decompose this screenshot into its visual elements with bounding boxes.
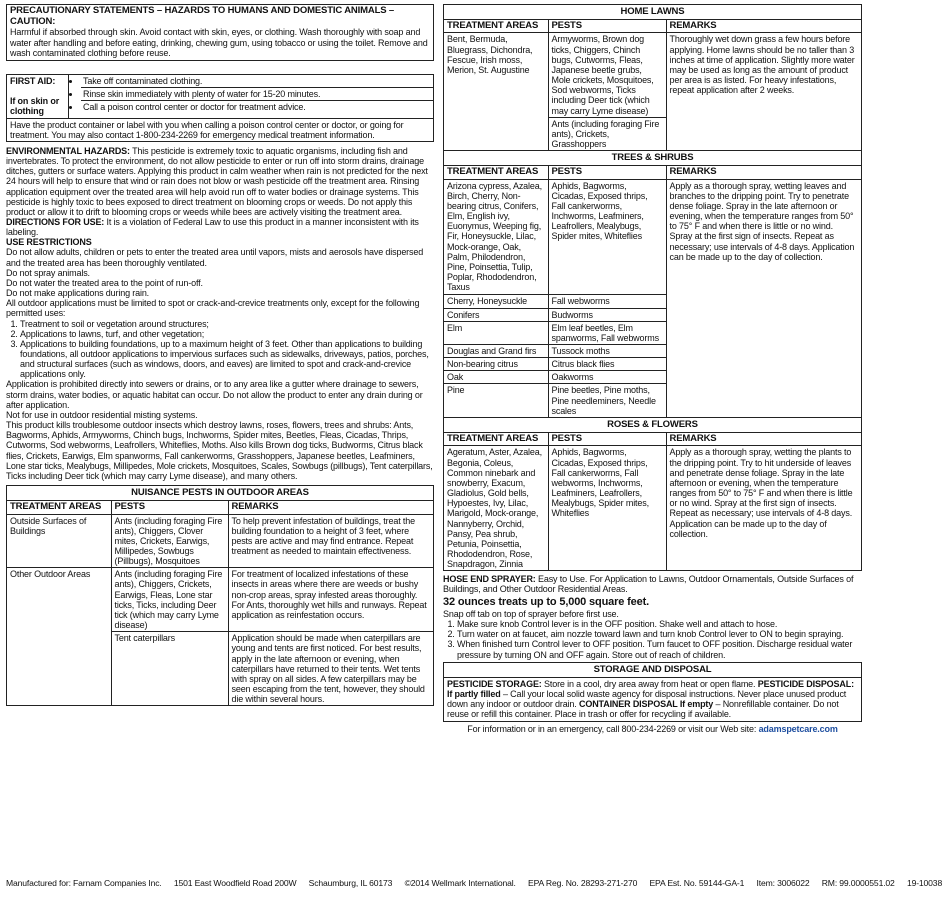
- first-aid-label-cell: [7, 74, 69, 118]
- permitted-use: 1. Treatment to soil or vegetation around structures;: [20, 319, 434, 329]
- restriction-line: Do not spray animals.: [6, 267, 90, 278]
- area-cell: Outside Surfaces of Buildings: [7, 514, 111, 568]
- area-cell: Cherry, Honeysuckle: [444, 295, 548, 308]
- hose-label: HOSE END SPRAYER:: [443, 574, 536, 585]
- remarks-cell: Apply as a thorough spray, wetting the plants to the dripping point. Try to hit underside of leaves and penetrate dense foliage. Spray in the late afternoon or evening, when the temperature ranges from 50° to 75° F and when there is little or no wind. Spray at the first sign of insects. Repeat as necessary; use intervals of 4-8 days. Application can be made up to the day of collection.: [666, 446, 861, 570]
- first-aid-table: [6, 74, 434, 142]
- hose-intro: Snap off tab on top of sprayer before first use.: [443, 609, 619, 620]
- remarks-cell: Apply as a thorough spray, wetting leaves and branches to the dripping point. Try to penetrate dense foliage. Spray in the late afternoon or evening, when the temperature ranges from 50° to 75° F and when there is little or no wind. Spray at the first sign of insects. Repeat as necessary; use intervals of 4-8 days. Application can be made up to the day of collection.: [666, 179, 861, 417]
- directions-paragraph: [6, 217, 434, 237]
- column-header: PESTS: [548, 20, 666, 33]
- table-row: [444, 179, 861, 295]
- restriction-after: This product kills troublesome outdoor insects which destroy lawns, roses, flowers, trees and shrubs: Ants, Bagworms, Aphids, Armyworms, Chinch bugs, Inchworms, Spider mites, Beetles, Fleas, Cicadas, Thrips, Cutworms, Sod webworms, Leafrollers, Whiteflies, Moths. Also kills Brown dog ticks, Budworms, Citrus black flies, Crickets, Earwigs, Elm spanworms, Fall cankerworms, Grasshoppers, Japanese beetles, Leafminers, Lone star ticks, Mealybugs, Millipedes, Mole crickets, Mosquitoes, Scales, Sowbugs (pillbugs), Tent caterpillars, Ticks including Deer tick (which may carry Lyme disease), and many others.: [6, 420, 433, 481]
- left-column: [6, 4, 434, 706]
- column-header: TREATMENT AREAS: [444, 433, 548, 446]
- trees-title: TREES & SHRUBS: [444, 151, 861, 166]
- area-cell: Pine: [444, 384, 548, 417]
- home-lawns-section: [443, 4, 862, 151]
- pests-cell: Tent caterpillars: [111, 632, 228, 706]
- area-cell: Elm: [444, 321, 548, 344]
- table-header-row: [444, 20, 861, 33]
- column-header: TREATMENT AREAS: [444, 166, 548, 179]
- first-aid-step: • Rinse skin immediately with plenty of water for 15-20 minutes.: [81, 88, 433, 101]
- column-header: REMARKS: [228, 501, 433, 514]
- restriction-after: Not for use in outdoor residential misting systems.: [6, 409, 198, 420]
- restriction-line: Do not water the treated area to the point of run-off.: [6, 277, 203, 288]
- precautionary-text: Harmful if absorbed through skin. Avoid contact with skin, eyes, or clothing. Wash thoroughly with soap and water after handling and before eating, drinking, chewing gum, using tobacco or using the toilet. Remove and wash contaminated clothing before reuse.: [10, 27, 428, 58]
- hose-section: [443, 574, 862, 660]
- column-header: REMARKS: [666, 20, 861, 33]
- roses-section: [443, 418, 862, 571]
- trees-section: [443, 151, 862, 418]
- info-text: For information or in an emergency, call 800-234-2269 or visit our Web site:: [467, 724, 757, 735]
- hose-step: 1. Make sure knob Control lever is in the OFF position. Shake well and attach to hose.: [457, 619, 862, 629]
- column-header: PESTS: [111, 501, 228, 514]
- website-link[interactable]: adamspetcare.com: [758, 724, 838, 735]
- storage-section: [443, 662, 862, 722]
- directions-text: It is a violation of Federal Law to use this product in a manner inconsistent with its labeling.: [6, 216, 419, 238]
- storage-text: [444, 678, 861, 722]
- footer: [6, 878, 942, 889]
- hose-headline: 32 ounces treats up to 5,000 square feet.: [443, 595, 649, 608]
- pests-cell: Fall webworms: [548, 295, 666, 308]
- info-line: [443, 724, 862, 734]
- table-row: [444, 33, 861, 117]
- roses-table: [444, 433, 861, 571]
- table-header-row: [444, 166, 861, 179]
- trees-table: [444, 166, 861, 417]
- table-row: [444, 446, 861, 570]
- container-body: – Nonrefillable container. Do not reuse or refill this container. Place in trash or offer for recycling if available.: [447, 698, 839, 719]
- pests-cell: Oakworms: [548, 371, 666, 384]
- permitted-use: 2. Applications to lawns, turf, and other vegetation;: [20, 329, 434, 339]
- address: 1501 East Woodfield Road 200W: [173, 878, 297, 888]
- remarks-cell: Application should be made when caterpillars are young and tents are first noticed. For best results, apply in the late afternoon or evening, when caterpillars have returned to their tents. Wet tents with spray on all sides. A few caterpillars may be seen escaping from the tent, however, they should die within several hours.: [228, 632, 433, 706]
- precautionary-title: PRECAUTIONARY STATEMENTS – HAZARDS TO HUMANS AND DOMESTIC ANIMALS – CAUTION:: [10, 5, 395, 27]
- nuisance-table: [7, 501, 433, 706]
- restriction-after: Application is prohibited directly into sewers or drains, or to any area like a gutter where drainage to sewers, storm drains, water bodies, or aquatic habitat can occur. Do not allow the product to enter any drain during or after application.: [6, 379, 423, 410]
- restriction-line: Do not allow adults, children or pets to enter the treated area until vapors, mists and aerosols have dispersed and the treated area has been thoroughly ventilated.: [6, 247, 424, 268]
- area-cell: Other Outdoor Areas: [7, 568, 111, 706]
- table-row: [7, 568, 433, 632]
- column-header: PESTS: [548, 433, 666, 446]
- storage-label: PESTICIDE STORAGE:: [447, 678, 542, 689]
- area-cell: Non-bearing citrus: [444, 358, 548, 371]
- storage-body: Store in a cool, dry area away from heat or open flame.: [544, 678, 756, 689]
- table-row: [7, 514, 433, 568]
- body-text: [6, 146, 434, 481]
- first-aid-note: Have the product container or label with you when calling a poison control center or doctor, or going for treatment. You may also contact 1-800-234-2269 for emergency medical treatment information.: [7, 118, 434, 141]
- area-cell: Oak: [444, 371, 548, 384]
- hose-step: 2. Turn water on at faucet, aim nozzle toward lawn and turn knob Control lever to ON to begin spraying.: [457, 629, 862, 639]
- disposal-label: PESTICIDE DISPOSAL: If partly filled: [447, 678, 854, 699]
- pests-cell: Citrus black flies: [548, 358, 666, 371]
- permitted-uses: [6, 319, 434, 380]
- pests-cell: Aphids, Bagworms, Cicadas, Exposed thrips, Fall cankerworms, Inchworms, Leafminers, Leafrollers, Mealybugs, Spider mites, Whiteflies: [548, 179, 666, 295]
- remarks-cell: For treatment of localized infestations of these insects in areas where there are weeds or bushy non-crop areas, spray infested areas thoroughly. For Ants, thoroughly wet hills and runways. Repeat application as reinfestation occurs.: [228, 568, 433, 632]
- first-aid-sublabel: If on skin or clothing: [10, 96, 60, 117]
- area-cell: Douglas and Grand firs: [444, 345, 548, 358]
- manufacturer: Manufactured for: Farnam Companies Inc.: [6, 878, 162, 888]
- epa-est: EPA Est. No. 59144-GA-1: [649, 878, 745, 888]
- precautionary-section: [6, 4, 434, 61]
- permitted-use: 3. Applications to building foundations, up to a maximum height of 3 feet. Other than applications to building foundations, all outdoor applications to impervious surfaces such as sidewalks, driveways, patios, porches, and structural surfaces (such as windows, doors, and eaves) are limited to spot and crack-and-crevice applications only.: [20, 339, 434, 380]
- roses-title: ROSES & FLOWERS: [444, 418, 861, 433]
- column-header: REMARKS: [666, 166, 861, 179]
- disposal-body: – Call your local solid waste agency for disposal instructions. Never place unused product down any indoor or outdoor drain.: [447, 688, 847, 709]
- restriction-line: All outdoor applications must be limited to spot or crack-and-crevice treatments only, except for the following permitted uses:: [6, 298, 420, 319]
- use-restrictions-label: USE RESTRICTIONS: [6, 237, 92, 248]
- pests-cell: Armyworms, Brown dog ticks, Chiggers, Chinch bugs, Cutworms, Fleas, Japanese beetle grubs, Mole crickets, Mosquitoes, Sod webworms, Ticks including Deer tick (which may carry Lyme disease): [548, 33, 666, 117]
- epa-reg: EPA Reg. No. 28293-271-270: [528, 878, 638, 888]
- area-cell: Conifers: [444, 308, 548, 321]
- item-number: Item: 3006022: [756, 878, 810, 888]
- hose-paragraph: [443, 574, 862, 594]
- first-aid-step: • Take off contaminated clothing.: [81, 75, 433, 88]
- pests-cell: Pine beetles, Pine moths, Pine needleminers, Needle scales: [548, 384, 666, 417]
- hose-steps: [443, 619, 862, 660]
- environmental-paragraph: [6, 146, 434, 217]
- remarks-cell: To help prevent infestation of buildings, treat the building foundation to a height of 3 feet, where pests are active and may find entrance. Repeat treatment as needed to maintain effectiveness.: [228, 514, 433, 568]
- pests-cell: Budworms: [548, 308, 666, 321]
- home-lawns-table: [444, 20, 861, 150]
- rm-number: RM: 99.0000551.02: [821, 878, 895, 888]
- nuisance-title: NUISANCE PESTS IN OUTDOOR AREAS: [7, 486, 433, 501]
- column-header: PESTS: [548, 166, 666, 179]
- container-label: CONTAINER DISPOSAL If empty: [579, 698, 714, 709]
- storage-title: STORAGE AND DISPOSAL: [444, 663, 861, 678]
- pests-cell: Ants (including foraging Fire ants), Chiggers, Crickets, Earwigs, Fleas, Lone star ticks, Ticks, including Deer tick (which may carry Lyme disease): [111, 568, 228, 632]
- area-cell: Arizona cypress, Azalea, Birch, Cherry, Non-bearing citrus, Conifers, Elm, English ivy, Euonymus, Weeping fig, Fir, Honeysuckle, Lilac, Mock-orange, Oak, Palm, Philodendron, Pine, Poinsettia, Tulip, Poplar, Rhododendron, Taxus: [444, 179, 548, 295]
- hose-step: 3. When finished turn Control lever to OFF position. Turn faucet to OFF position. Discharge residual water pressure by turning ON and OFF again. Store out of reach of children.: [457, 639, 862, 659]
- directions-label: DIRECTIONS FOR USE:: [6, 216, 105, 227]
- table-header-row: [7, 501, 433, 514]
- column-header: TREATMENT AREAS: [444, 20, 548, 33]
- nuisance-section: [6, 485, 434, 706]
- first-aid-steps: [69, 75, 433, 113]
- column-header: REMARKS: [666, 433, 861, 446]
- environmental-text: This pesticide is extremely toxic to aquatic organisms, including fish and invertebrates. To protect the environment, do not allow pesticide to enter or run off into storm drains, drainage ditches, gutters or surface waters. Applying this product in calm weather when rain is not predicted for the next 24 hours will help to ensure that wind or rain does not blow or wash pesticide off the treatment area. Rinsing application equipment over the treated area will help avoid run off to water bodies or drainage systems. This pesticide is highly toxic to bees exposed to direct treatment on blooming crops or weeds. Do not apply this product or allow it to drift to blooming crops or weeds while bees are actively visiting the treatment area.: [6, 145, 428, 217]
- first-aid-label: FIRST AID:: [10, 75, 56, 86]
- area-cell: Ageratum, Aster, Azalea, Begonia, Coleus, Common ninebark and snowberry, Exacum, Gladiolus, Gold bells, Hypoestes, Ivy, Lilac, Marigold, Mock-orange, Nannyberry, Orchid, Pansy, Pea shrub, Petunia, Poinsettia, Rhododendron, Rose, Snapdragon, Zinnia: [444, 446, 548, 570]
- home-lawns-title: HOME LAWNS: [444, 5, 861, 20]
- city: Schaumburg, IL 60173: [308, 878, 393, 888]
- table-header-row: [444, 433, 861, 446]
- pests-cell: Tussock moths: [548, 345, 666, 358]
- first-aid-step: • Call a poison control center or doctor for treatment advice.: [81, 101, 433, 113]
- column-header: TREATMENT AREAS: [7, 501, 111, 514]
- pests-cell: Aphids, Bagworms, Cicadas, Exposed thrips, Fall cankerworms, Fall webworms, Inchworms, Leafminers, Leafrollers, Mealybugs, Spider mites, Whiteflies: [548, 446, 666, 570]
- area-cell: Bent, Bermuda, Bluegrass, Dichondra, Fescue, Irish moss, Merion, St. Augustine: [444, 33, 548, 150]
- hose-text: Easy to Use. For Application to Lawns, Outdoor Ornamentals, Outside Surfaces of Buildings, and Other Outdoor Residential Areas.: [443, 574, 854, 595]
- code-number: 19-10038: [906, 878, 942, 888]
- pests-cell: Ants (including foraging Fire ants), Crickets, Grasshoppers: [548, 117, 666, 150]
- first-aid-steps-cell: [69, 74, 434, 118]
- right-column: [443, 4, 862, 734]
- restriction-line: Do not make applications during rain.: [6, 288, 150, 299]
- environmental-label: ENVIRONMENTAL HAZARDS:: [6, 145, 130, 156]
- pests-cell: Elm leaf beetles, Elm spanworms, Fall webworms: [548, 321, 666, 344]
- pests-cell: Ants (including foraging Fire ants), Chiggers, Clover mites, Crickets, Earwigs, Millipedes, Sowbugs (Pillbugs), Mosquitoes: [111, 514, 228, 568]
- remarks-cell: Thoroughly wet down grass a few hours before applying. Home lawns should be no taller than 3 inches at time of application. Slightly more water may be used as long as the amount of product per area is as listed. For heavy infestations, repeat application after 2 weeks.: [666, 33, 861, 150]
- copyright: ©2014 Wellmark International.: [404, 878, 516, 888]
